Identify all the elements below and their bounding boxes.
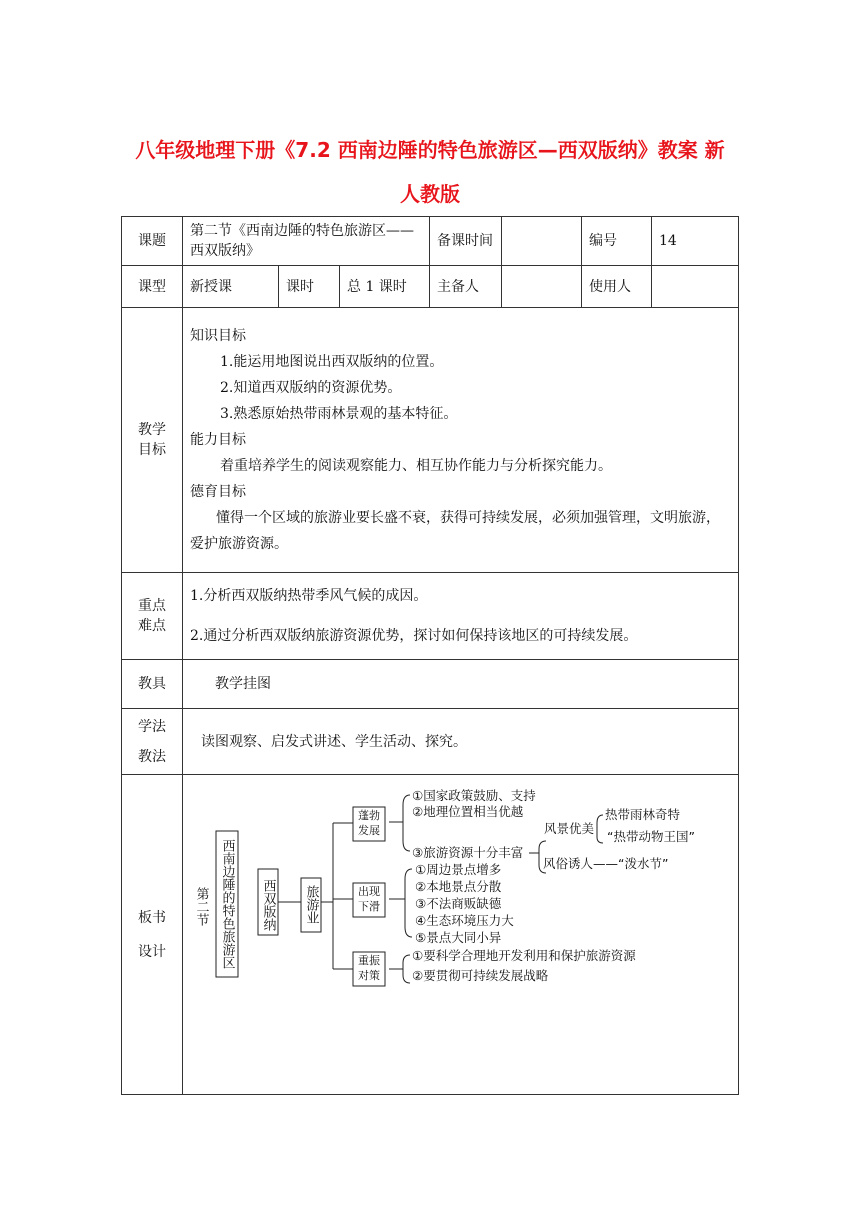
- branch-1-item-1: ①国家政策鼓励、支持: [412, 788, 536, 803]
- board-label: [122, 775, 183, 1095]
- ability-text: 着重培养学生的阅读观察能力、相互协作能力与分析探究能力。: [220, 458, 612, 474]
- branch-3-item-2: ②要贯彻可持续发展战略: [412, 968, 549, 983]
- user-value: [652, 266, 739, 308]
- knowledge-item-2: 2.知道西双版纳的资源优势。: [220, 380, 402, 396]
- goals-label-1: 教学: [138, 422, 166, 438]
- methods-value: 读图观察、启发式讲述、学生活动、探究。: [183, 709, 739, 775]
- title-line-2: 人教版: [400, 182, 460, 206]
- hours-label: 课时: [279, 266, 340, 308]
- goals-content: [183, 308, 739, 573]
- methods-label-2: 教法: [138, 748, 166, 765]
- moral-text: 懂得一个区域的旅游业要长盛不衰，获得可持续发展，必须加强管理，文明旅游，爱护旅游资源。: [190, 510, 720, 552]
- board-label-1: 板书: [138, 909, 166, 926]
- branch-1-title: 蓬勃发展: [358, 809, 380, 837]
- knowledge-item-3: 3.熟悉原始热带雨林景观的基本特征。: [220, 406, 458, 422]
- knowledge-heading: 知识目标: [190, 328, 246, 344]
- branch-2-item-1: ①周边景点增多: [415, 862, 502, 877]
- number-value: 14: [652, 217, 739, 266]
- branch-1-item-2: ②地理位置相当优越: [412, 804, 524, 819]
- branch-1-sub-1-item-2: “热带动物王国”: [607, 829, 695, 844]
- branch-2-title: 出现下滑: [358, 885, 380, 913]
- goals-label: [122, 308, 183, 573]
- row-board: [122, 775, 739, 1095]
- branch-2-item-5: ⑤景点大同小异: [415, 930, 502, 945]
- branch-3-title: 重振对策: [358, 954, 380, 982]
- key-points-label: [122, 573, 183, 660]
- row-topic: [122, 217, 739, 266]
- topic-label: 课题: [122, 217, 183, 266]
- diagram-topic: 西南边陲的特色旅游区: [219, 839, 235, 969]
- key-points-label-1: 重点: [138, 598, 166, 614]
- hours-value: 总 1 课时: [340, 266, 430, 308]
- document-title: [120, 128, 740, 216]
- diagram-place: 西双版纳: [260, 879, 276, 931]
- board-diagram: [183, 775, 738, 1088]
- methods-label-1: 学法: [138, 718, 166, 735]
- topic-value: 第二节《西南边陲的特色旅游区——西双版纳》: [183, 217, 430, 266]
- preparer-label: 主备人: [430, 266, 502, 308]
- type-label: 课型: [122, 266, 183, 308]
- branch-1-sub-2: 风俗诱人——“泼水节”: [543, 856, 669, 871]
- key-point-2: 2.通过分析西双版纳旅游资源优势，探讨如何保持该地区的可持续发展。: [190, 628, 638, 644]
- title-line-1: 八年级地理下册《7.2 西南边陲的特色旅游区—西双版纳》教案 新: [135, 138, 725, 162]
- type-value: 新授课: [183, 266, 279, 308]
- row-type: [122, 266, 739, 308]
- branch-1-sub-1: 风景优美: [544, 821, 595, 836]
- prep-time-label: 备课时间: [430, 217, 502, 266]
- row-tools: [122, 660, 739, 709]
- preparer-value: [502, 266, 582, 308]
- branch-2-item-4: ④生态环境压力大: [415, 913, 514, 928]
- diagram-industry: 旅游业: [303, 885, 319, 924]
- moral-heading: 德育目标: [190, 484, 246, 500]
- key-point-1: 1.分析西双版纳热带季风气候的成因。: [190, 588, 428, 604]
- row-methods: [122, 709, 739, 775]
- branch-2-item-3: ③不法商贩缺德: [415, 896, 502, 911]
- board-label-2: 设计: [138, 943, 166, 960]
- user-label: 使用人: [582, 266, 652, 308]
- tools-label: 教具: [122, 660, 183, 709]
- branch-3-item-1: ①要科学合理地开发利用和保护旅游资源: [412, 948, 636, 963]
- methods-label: [122, 709, 183, 775]
- knowledge-item-1: 1.能运用地图说出西双版纳的位置。: [220, 354, 444, 370]
- prep-time-value: [502, 217, 582, 266]
- diagram-section: 第二节: [193, 887, 209, 926]
- goals-label-2: 目标: [138, 442, 166, 458]
- number-label: 编号: [582, 217, 652, 266]
- branch-2-item-2: ②本地景点分散: [415, 879, 502, 894]
- key-points-content: [183, 573, 739, 660]
- row-key-points: [122, 573, 739, 660]
- lesson-plan-table: [121, 216, 739, 1095]
- board-diagram-cell: [183, 775, 739, 1095]
- branch-1-item-3: ③旅游资源十分丰富: [412, 845, 524, 860]
- row-goals: [122, 308, 739, 573]
- branch-1-sub-1-item-1: 热带雨林奇特: [605, 807, 681, 822]
- tools-value: 教学挂图: [183, 660, 739, 709]
- key-points-label-2: 难点: [138, 618, 166, 634]
- ability-heading: 能力目标: [190, 432, 246, 448]
